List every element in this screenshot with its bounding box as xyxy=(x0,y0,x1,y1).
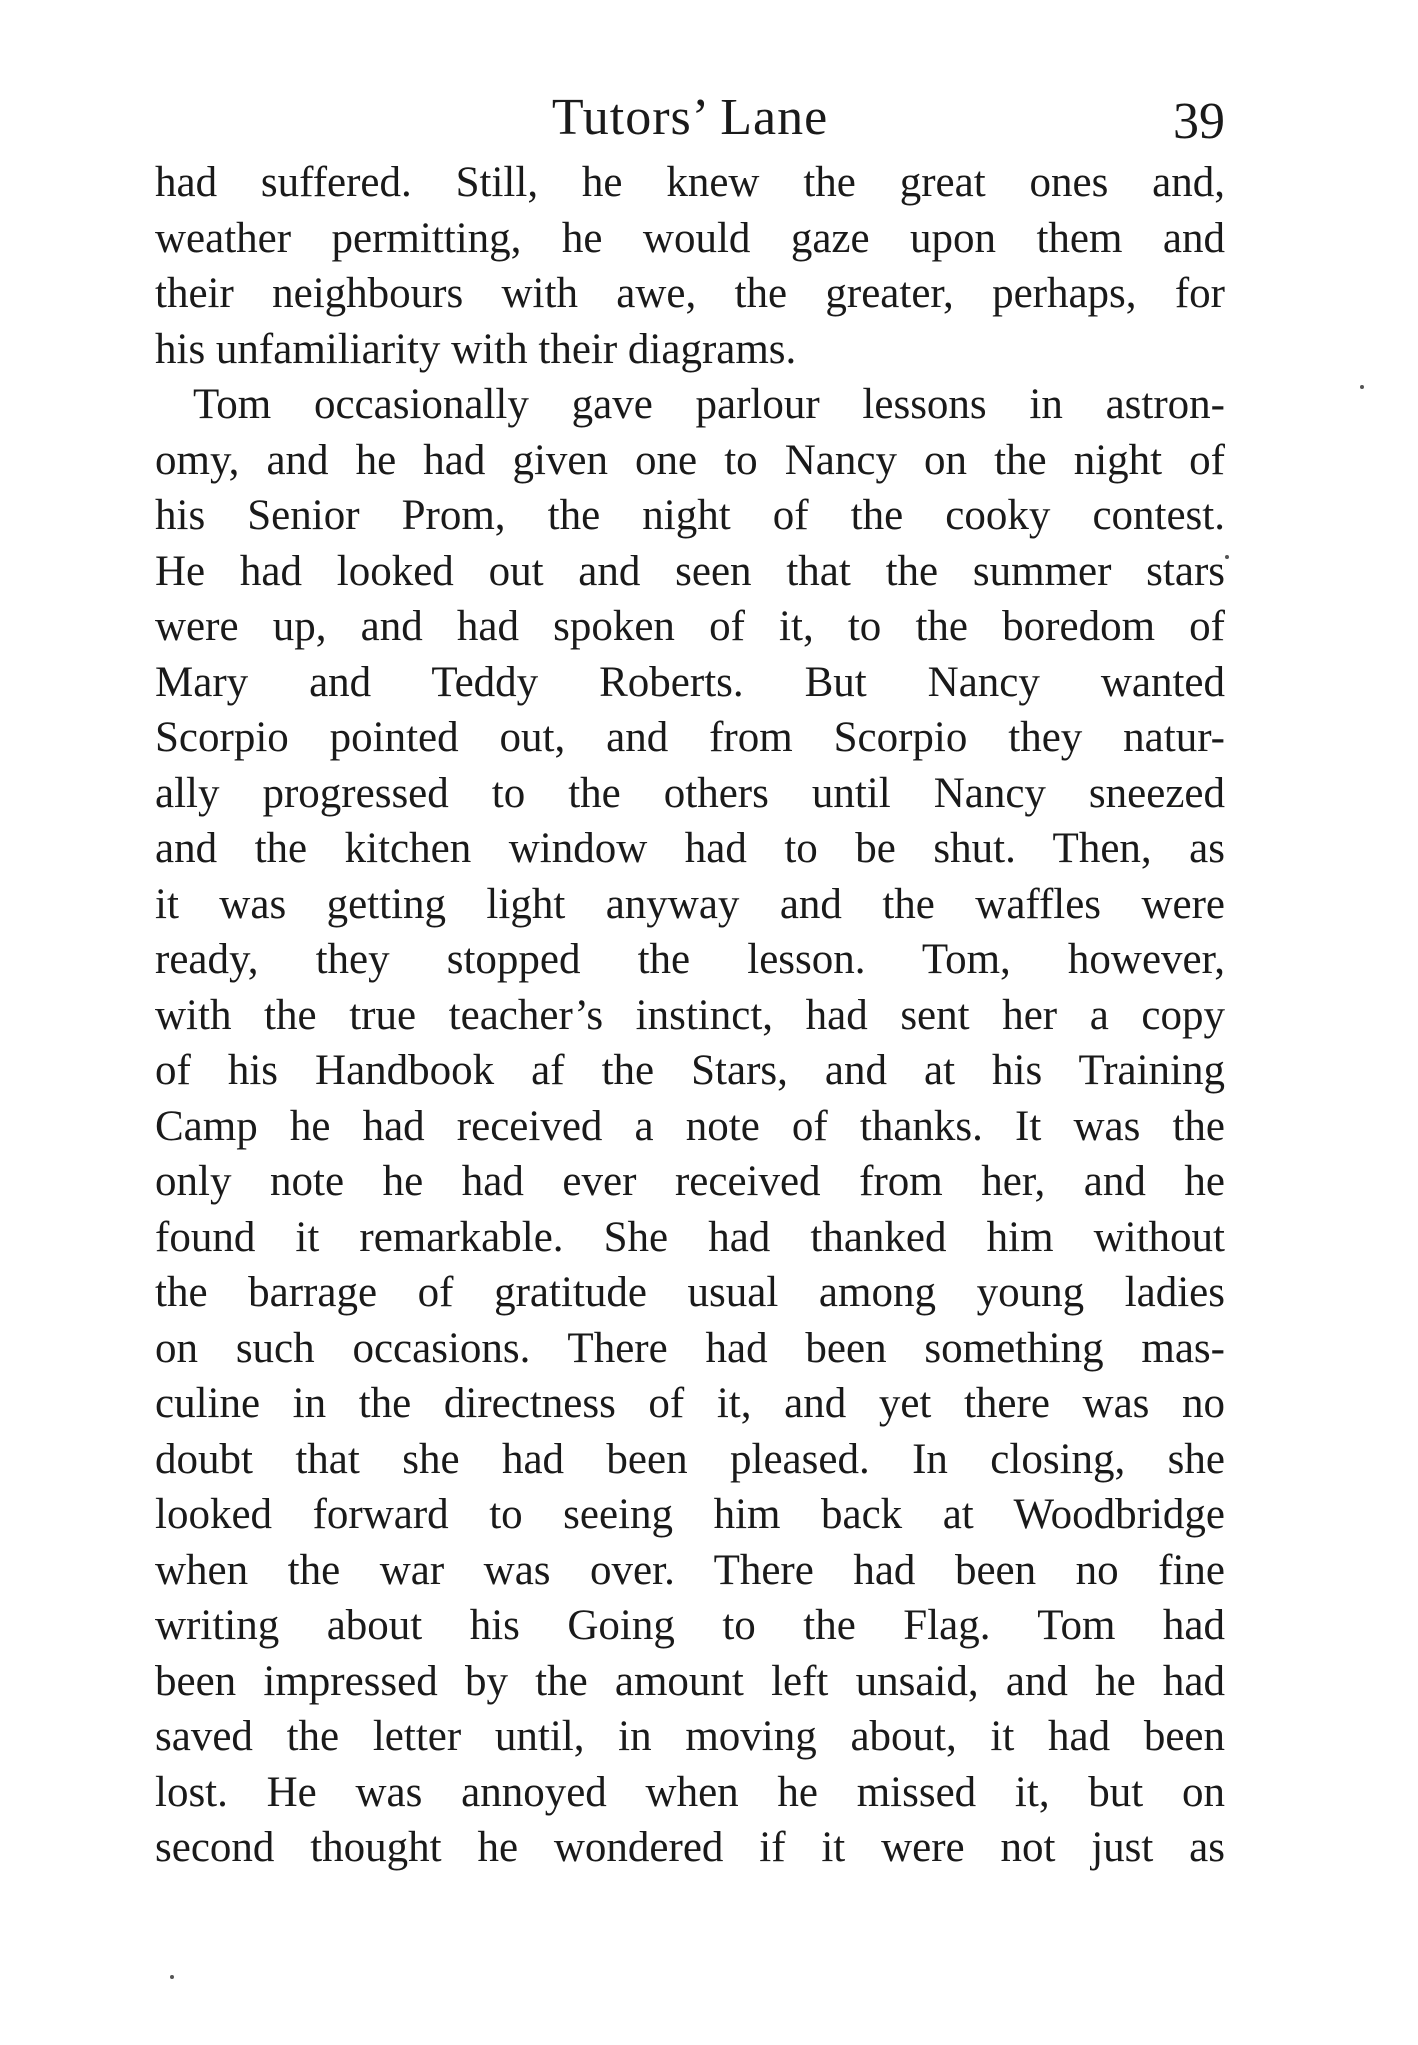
text-line: writing about his Going to the Flag. Tom had xyxy=(155,1602,1225,1649)
text-line: had suffered. Still, he knew the great ones and, xyxy=(155,159,1225,206)
text-line: his Senior Prom, the night of the cooky contest. xyxy=(155,492,1225,539)
text-line: ready, they stopped the lesson. Tom, however, xyxy=(155,936,1225,983)
text-line: of his Handbook af the Stars, and at his Training xyxy=(155,1047,1225,1094)
text-line: saved the letter until, in moving about, it had been xyxy=(155,1713,1225,1760)
text-line: Tom occasionally gave parlour lessons in astron- xyxy=(193,381,1225,428)
text-line: Camp he had received a note of thanks. It was the xyxy=(155,1102,1225,1150)
text-line: the barrage of gratitude usual among young ladies xyxy=(155,1269,1225,1316)
text-line: their neighbours with awe, the greater, perhaps, for xyxy=(155,270,1225,317)
text-line: found it remarkable. She had thanked him without xyxy=(155,1213,1225,1261)
text-line: culine in the directness of it, and yet there was no xyxy=(155,1380,1225,1427)
body-text xyxy=(155,155,1225,1876)
text-line: doubt that she had been pleased. In closing, she xyxy=(155,1435,1225,1483)
text-line: it was getting light anyway and the waffles were xyxy=(155,880,1225,928)
text-line: looked forward to seeing him back at Woodbridge xyxy=(155,1491,1225,1538)
text-line: Scorpio pointed out, and from Scorpio they natur- xyxy=(155,714,1225,761)
text-line: and the kitchen window had to be shut. Then, as xyxy=(155,825,1225,872)
text-line: only note he had ever received from her, and he xyxy=(155,1158,1225,1205)
running-head xyxy=(155,86,1225,150)
text-line: second thought he wondered if it were not just as xyxy=(155,1824,1225,1871)
text-line: He had looked out and seen that the summer stars xyxy=(155,547,1225,595)
text-line: omy, and he had given one to Nancy on the night of xyxy=(155,436,1225,484)
print-speck xyxy=(170,1975,174,1979)
text-line: with the true teacher’s instinct, had sent her a copy xyxy=(155,991,1225,1039)
text-line: been impressed by the amount left unsaid, and he had xyxy=(155,1657,1225,1705)
running-title: Tutors’ Lane xyxy=(551,89,829,146)
page-number: 39 xyxy=(1173,93,1225,150)
text-line: on such occasions. There had been something mas- xyxy=(155,1324,1225,1372)
text-line: his unfamiliarity with their diagrams. xyxy=(155,325,797,373)
text-line: when the war was over. There had been no fine xyxy=(155,1546,1225,1594)
print-speck xyxy=(1360,385,1364,389)
text-line: ally progressed to the others until Nancy sneezed xyxy=(155,769,1225,817)
text-line: were up, and had spoken of it, to the boredom of xyxy=(155,603,1225,650)
text-line: Mary and Teddy Roberts. But Nancy wanted xyxy=(155,658,1225,706)
print-speck xyxy=(1225,555,1229,559)
text-line: weather permitting, he would gaze upon them and xyxy=(155,214,1225,262)
text-line: lost. He was annoyed when he missed it, but on xyxy=(155,1768,1225,1816)
